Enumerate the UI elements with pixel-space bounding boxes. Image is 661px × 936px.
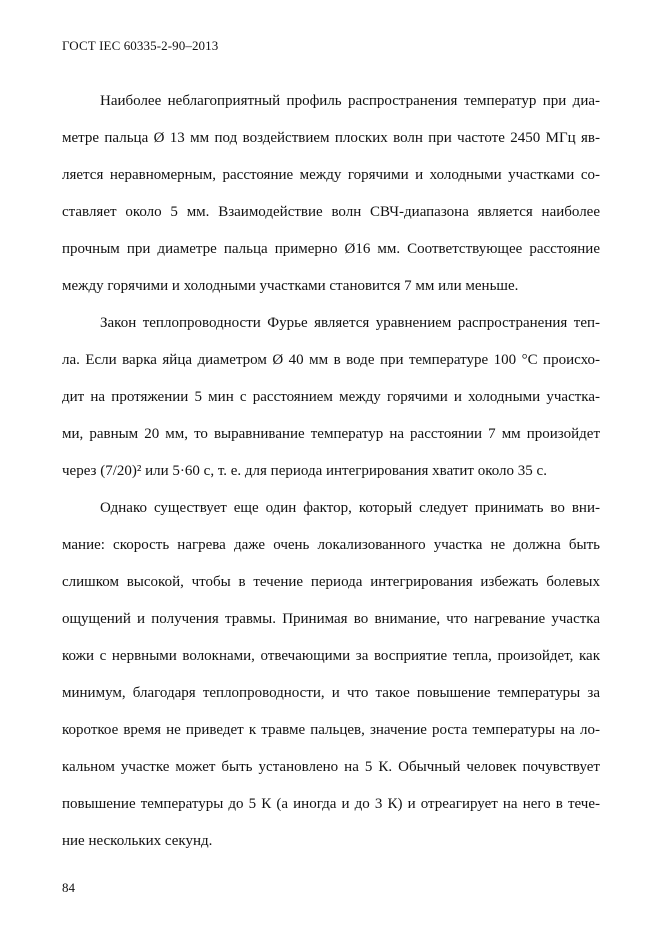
text-line: Наиболее неблагоприятный профиль распространения температур при диа-	[100, 93, 600, 109]
text-line: через (7/20)² или 5·60 с, т. е. для периода интегрирования хватит около 35 с.	[62, 463, 547, 479]
text-line: ла. Если варка яйца диаметром Ø 40 мм в воде при температуре 100 °С происхо-	[62, 352, 600, 368]
page-number: 84	[62, 880, 75, 895]
text-line: ляется неравномерным, расстояние между горячими и холодными участками со-	[62, 167, 600, 183]
text-line: ние нескольких секунд.	[62, 833, 213, 849]
text-line: ми, равным 20 мм, то выравнивание температур на расстоянии 7 мм произойдет	[62, 426, 600, 442]
text-line: Однако существует еще один фактор, который следует принимать во вни-	[100, 500, 600, 516]
text-line: метре пальца Ø 13 мм под воздействием плоских волн при частоте 2450 МГц яв-	[62, 130, 600, 146]
text-line: между горячими и холодными участками становится 7 мм или меньше.	[62, 278, 519, 294]
text-line: ощущений и получения травмы. Принимая во внимание, что нагревание участка	[62, 611, 600, 627]
text-line: кальном участке может быть установлено на 5 К. Обычный человек почувствует	[62, 759, 600, 775]
text-line: минимум, благодаря теплопроводности, и что такое повышение температуры за	[62, 685, 600, 701]
text-line: Закон теплопроводности Фурье является уравнением распространения теп-	[100, 315, 600, 331]
text-line: прочным при диаметре пальца примерно Ø16 мм. Соответствующее расстояние	[62, 241, 600, 257]
text-line: короткое время не приведет к травме пальцев, значение роста температуры на ло-	[62, 722, 600, 738]
text-line: ставляет около 5 мм. Взаимодействие волн СВЧ-диапазона является наиболее	[62, 204, 600, 220]
text-line: слишком высокой, чтобы в течение периода интегрирования избежать болевых	[62, 574, 600, 590]
text-line: мание: скорость нагрева даже очень локализованного участка не должна быть	[62, 537, 600, 553]
text-line: дит на протяжении 5 мин с расстоянием между горячими и холодными участка-	[62, 389, 600, 405]
text-line: кожи с нервными волокнами, отвечающими за восприятие тепла, произойдет, как	[62, 648, 600, 664]
text-line: повышение температуры до 5 К (а иногда и до 3 К) и отреагирует на него в тече-	[62, 796, 600, 812]
page-header: ГОСТ IEC 60335-2-90–2013	[62, 38, 219, 53]
